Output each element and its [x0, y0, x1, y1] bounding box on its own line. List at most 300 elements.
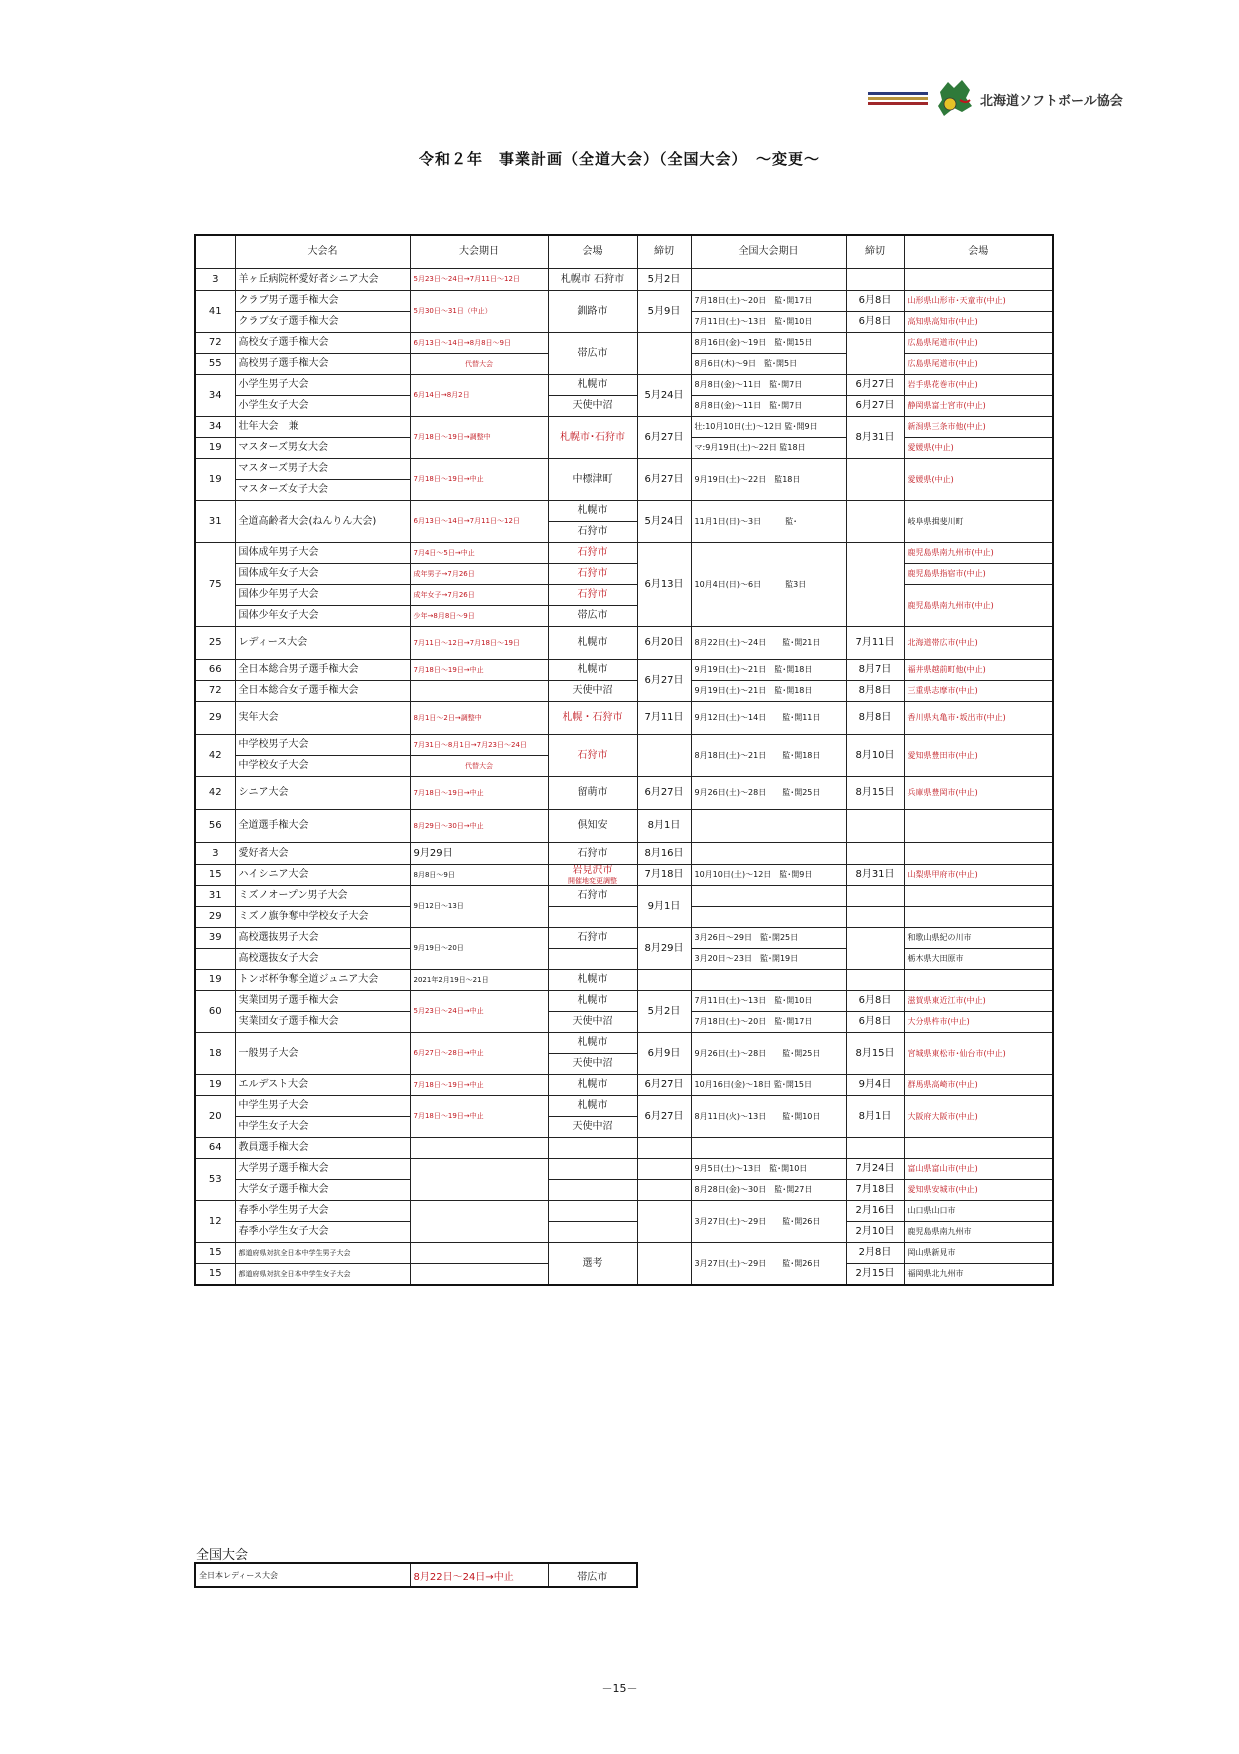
national-venue	[904, 438, 1053, 459]
event-date	[410, 928, 548, 970]
row-number-text: 15	[208, 869, 222, 881]
event-venue	[548, 269, 637, 291]
entry-deadline-text: 9月1日	[647, 900, 681, 912]
col-deadline: 締切	[637, 235, 691, 269]
entry-deadline	[637, 459, 691, 501]
national-table	[194, 1562, 638, 1588]
entry-deadline	[637, 777, 691, 810]
event-date-text: 7月18日～19日→中止	[413, 788, 484, 797]
national-deadline	[846, 777, 904, 810]
row-number	[195, 417, 235, 438]
row-number	[195, 949, 235, 970]
event-date	[410, 886, 548, 928]
event-venue	[548, 865, 637, 886]
event-date	[410, 1264, 548, 1285]
national-date-text: 7月11日(土)～13日 監･開10日	[694, 996, 813, 1006]
row-number-text: 31	[208, 890, 222, 902]
national-deadline	[846, 907, 904, 928]
event-name-text: 春季小学生男子大会	[238, 1205, 329, 1217]
entry-deadline	[637, 702, 691, 735]
table-row	[195, 991, 1053, 1012]
event-venue	[548, 660, 637, 681]
row-number-text: 29	[208, 911, 222, 923]
national-deadline	[846, 991, 904, 1012]
event-date	[410, 1243, 548, 1264]
event-name	[235, 928, 410, 949]
event-name	[235, 735, 410, 756]
row-number	[195, 1033, 235, 1075]
row-number	[195, 375, 235, 417]
event-venue	[548, 291, 637, 333]
event-venue-text: 倶知安	[577, 820, 608, 832]
national-venue-text: 愛知県安城市(中止)	[907, 1185, 978, 1195]
national-venue-text: 鹿児島県南九州市(中止)	[907, 548, 994, 558]
row-number	[195, 543, 235, 627]
national-date	[691, 1180, 846, 1201]
national-date-text: 8月28日(金)～30日 監･開27日	[694, 1185, 813, 1195]
entry-deadline-text: 6月27日	[644, 473, 684, 485]
event-date-text: 5月23日～24日→中止	[413, 1007, 484, 1016]
event-venue-text: 札幌市	[577, 664, 608, 676]
event-date-text: 7月31日～8月1日→7月23日～24日	[413, 740, 527, 749]
national-deadline-text: 6月27日	[855, 400, 895, 412]
table-row	[195, 843, 1053, 865]
entry-deadline-text: 6月27日	[644, 1079, 684, 1091]
table-row	[195, 627, 1053, 660]
table-row	[195, 886, 1053, 907]
national-date-text: 8月8日(金)～11日 監･開7日	[694, 380, 803, 390]
national-date-text: 11月1日(日)～3日 監･	[694, 516, 798, 526]
national-date-text: 7月18日(土)～20日 監･開17日	[694, 1017, 813, 1027]
event-venue-text: 石狩市	[577, 749, 608, 761]
event-name-text: クラブ男子選手権大会	[238, 295, 339, 307]
event-venue	[548, 810, 637, 843]
row-number-text: 31	[208, 515, 222, 527]
event-venue-text: 石狩市	[577, 526, 608, 538]
event-venue	[548, 991, 637, 1012]
table-row	[195, 396, 1053, 417]
national-date	[691, 1075, 846, 1096]
event-name	[235, 291, 410, 312]
event-name	[235, 1180, 410, 1201]
national-deadline	[846, 1096, 904, 1138]
org-name: 北海道ソフトボール協会	[980, 94, 1123, 109]
event-date-text: 9月19日～20日	[413, 944, 464, 953]
national-date-text: 8月18日(土)～21日 監･開18日	[694, 750, 821, 760]
national-venue-text: 香川県丸亀市･坂出市(中止)	[907, 713, 1006, 723]
national-venue	[904, 886, 1053, 907]
event-venue-text: 石狩市	[577, 890, 608, 902]
entry-deadline	[637, 333, 691, 375]
national-venue	[904, 1033, 1053, 1075]
event-name-text: ハイシニア大会	[238, 869, 309, 881]
event-name-text: 都道府県対抗全日本中学生女子大会	[238, 1269, 351, 1278]
event-name	[235, 991, 410, 1012]
national-date	[691, 991, 846, 1012]
national-venue	[904, 543, 1053, 564]
event-name	[235, 756, 410, 777]
event-date-text: 7月18日～19日→中止	[413, 1080, 484, 1089]
national-deadline	[846, 312, 904, 333]
national-date	[691, 417, 846, 438]
national-venue	[904, 501, 1053, 543]
event-name	[235, 1264, 410, 1285]
row-number	[195, 681, 235, 702]
event-venue	[548, 564, 637, 585]
national-venue-text: 静岡県富士宮市(中止)	[907, 401, 986, 411]
national-deadline	[846, 501, 904, 543]
national-date	[691, 660, 846, 681]
event-date-text: 7月18日～19日→中止	[413, 475, 484, 484]
national-deadline-text: 8月31日	[855, 431, 895, 443]
row-number	[195, 928, 235, 949]
event-date	[410, 1138, 548, 1159]
event-name	[235, 865, 410, 886]
event-name	[235, 777, 410, 810]
row-number	[195, 333, 235, 354]
national-venue-text: 愛媛県(中止)	[907, 474, 954, 484]
event-name-text: 大学女子選手権大会	[238, 1184, 329, 1196]
logo-stripes	[868, 92, 928, 107]
event-venue-text: 石狩市	[577, 568, 608, 580]
national-deadline-text: 6月8日	[858, 295, 892, 307]
national-deadline	[846, 1012, 904, 1033]
national-date-text: 壮:10月10日(土)～12日 監･開9日	[694, 422, 818, 432]
entry-deadline	[637, 269, 691, 291]
national-date	[691, 928, 846, 949]
national-date	[691, 459, 846, 501]
national-deadline-text: 8月8日	[858, 712, 892, 724]
event-venue-text: 札幌市	[577, 1100, 608, 1112]
table-row	[195, 1222, 1053, 1243]
event-date-text: 8月1日～2日→調整中	[413, 713, 482, 722]
row-number-text: 39	[208, 932, 222, 944]
national-deadline-text: 6月8日	[858, 316, 892, 328]
event-venue-text: 札幌市	[577, 974, 608, 986]
entry-deadline-text: 5月24日	[644, 389, 684, 401]
event-venue	[548, 606, 637, 627]
entry-deadline-text: 6月27日	[644, 674, 684, 686]
event-name-text: マスターズ女子大会	[238, 484, 328, 496]
event-venue	[548, 1243, 637, 1285]
national-venue	[904, 843, 1053, 865]
event-venue-text: 釧路市	[577, 305, 608, 317]
entry-deadline-text: 6月27日	[644, 787, 684, 799]
national-date	[691, 907, 846, 928]
event-date-text: 9日12日～13日	[413, 902, 464, 911]
event-date-text: 6月13日～14日→8月8日～9日	[413, 338, 511, 347]
national-venue-text: 山形県山形市･天童市(中止)	[907, 296, 1006, 306]
event-venue-text: 札幌市 石狩市	[560, 273, 625, 285]
national-date	[691, 312, 846, 333]
event-date	[410, 543, 548, 564]
event-date-text: 5月23日～24日→7月11日～12日	[413, 275, 520, 284]
event-date-text: 9月29日	[413, 847, 453, 859]
event-name	[235, 1012, 410, 1033]
national-venue	[904, 291, 1053, 312]
national-venue-text: 福岡県北九州市	[907, 1269, 964, 1279]
event-date	[410, 269, 548, 291]
national-venue-text: 鹿児島県南九州市(中止)	[907, 600, 994, 610]
national-date	[691, 291, 846, 312]
event-venue-text: 札幌・石狩市	[562, 712, 623, 724]
event-name-text: 一般男子大会	[238, 1047, 299, 1059]
event-date-text: 6月13日～14日→7月11日～12日	[413, 517, 520, 526]
row-number-text: 42	[208, 749, 222, 761]
event-date-text: 7月11日～12日→7月18日～19日	[413, 638, 520, 647]
event-date	[410, 585, 548, 606]
event-name-text: 壮年大会 兼	[238, 421, 299, 433]
event-name-text: シニア大会	[238, 787, 289, 799]
table-row	[195, 907, 1053, 928]
national-venue-text: 山梨県甲府市(中止)	[907, 870, 978, 880]
national-date	[691, 1012, 846, 1033]
national-deadline	[846, 543, 904, 627]
national-venue-text: 広島県尾道市(中止)	[907, 338, 978, 348]
entry-deadline	[637, 417, 691, 459]
event-name	[235, 1159, 410, 1180]
event-name-text: 高校選抜女子大会	[238, 953, 319, 965]
national-date-text: 9月26日(土)～28日 監･開25日	[694, 788, 821, 798]
national-venue-text: 北海道帯広市(中止)	[907, 638, 978, 648]
national-venue-text: 栃木県大田原市	[907, 954, 964, 964]
event-name-text: 全道高齢者大会(ねんりん大会)	[238, 515, 377, 527]
event-name-text: 実業団女子選手権大会	[238, 1016, 339, 1028]
entry-deadline-text: 6月27日	[644, 1110, 684, 1122]
event-name	[235, 1201, 410, 1222]
event-name-text: ミズノ旗争奪中学校女子大会	[238, 911, 369, 923]
event-venue-text: 札幌市	[577, 637, 608, 649]
event-date	[410, 375, 548, 417]
event-venue	[548, 333, 637, 375]
event-name	[235, 375, 410, 396]
event-date-text: 2021年2月19日～21日	[413, 975, 489, 984]
national-venue	[904, 949, 1053, 970]
row-number-text: 19	[208, 442, 222, 454]
event-name	[235, 459, 410, 480]
event-date	[410, 756, 548, 777]
table-row	[195, 1033, 1053, 1054]
national-date	[691, 438, 846, 459]
row-number-text: 18	[208, 1047, 222, 1059]
event-venue	[548, 1117, 637, 1138]
event-date-text: 7月18日～19日→中止	[413, 665, 484, 674]
national-venue	[904, 681, 1053, 702]
event-name	[235, 501, 410, 543]
row-number	[195, 970, 235, 991]
event-date	[410, 417, 548, 459]
row-number	[195, 735, 235, 777]
national-venue	[904, 1138, 1053, 1159]
national-venue	[904, 396, 1053, 417]
row-number	[195, 991, 235, 1033]
row-number-text: 15	[208, 1268, 222, 1279]
national-venue-text: 大阪府大阪市(中止)	[907, 1111, 978, 1121]
event-venue	[548, 735, 637, 777]
row-number	[195, 810, 235, 843]
event-venue-text: 天使中沼	[572, 1058, 613, 1070]
entry-deadline	[637, 501, 691, 543]
national-date	[691, 627, 846, 660]
national-deadline-text: 8月1日	[858, 1110, 892, 1122]
event-date	[410, 735, 548, 756]
national-deadline	[846, 1201, 904, 1222]
table-row	[195, 585, 1053, 606]
venue-note: 開催地変更調整	[568, 876, 617, 885]
event-name-text: 全日本総合女子選手権大会	[238, 685, 359, 697]
national-venue	[904, 269, 1053, 291]
national-deadline-text: 2月15日	[855, 1268, 895, 1279]
row-number-text: 34	[208, 421, 222, 433]
table-row	[195, 459, 1053, 480]
national-date-text: 9月12日(土)～14日 監･開11日	[694, 713, 821, 723]
event-venue-text: 石狩市	[577, 589, 608, 601]
national-section-label: 全国大会	[196, 1548, 249, 1563]
national-venue	[904, 991, 1053, 1012]
national-venue	[904, 1159, 1053, 1180]
event-name	[235, 269, 410, 291]
row-number-text: 53	[208, 1173, 222, 1185]
event-name	[235, 543, 410, 564]
national-event-date: 8月22日～24日→中止	[410, 1563, 548, 1587]
national-date	[691, 1096, 846, 1138]
event-venue-text: 帯広市	[577, 347, 608, 359]
event-name	[235, 564, 410, 585]
national-deadline	[846, 375, 904, 396]
col-venue: 会場	[548, 235, 637, 269]
event-venue	[548, 1138, 637, 1159]
event-name	[235, 1075, 410, 1096]
national-venue-text: 宮城県東松市･仙台市(中止)	[907, 1048, 1006, 1058]
national-venue-text: 富山県富山市(中止)	[907, 1164, 978, 1174]
national-venue	[904, 702, 1053, 735]
entry-deadline	[637, 1159, 691, 1180]
row-number-text: 55	[208, 358, 222, 370]
event-venue-text: 天使中沼	[572, 400, 613, 412]
national-date-text: 3月27日(土)～29日 監･開26日	[694, 1216, 821, 1226]
event-date-text: 代替大会	[465, 359, 493, 368]
event-name	[235, 810, 410, 843]
event-venue	[548, 777, 637, 810]
national-deadline-text: 8月10日	[855, 749, 895, 761]
event-name-text: 中学校女子大会	[238, 760, 309, 772]
table-row	[195, 564, 1053, 585]
event-venue	[548, 1096, 637, 1117]
event-name-text: マスターズ男子大会	[238, 463, 328, 475]
event-venue	[548, 970, 637, 991]
national-venue	[904, 564, 1053, 585]
national-venue	[904, 810, 1053, 843]
event-name	[235, 1033, 410, 1075]
table-row	[195, 1012, 1053, 1033]
page-number: －15－	[601, 1682, 638, 1695]
national-venue-text: 和歌山県紀の川市	[907, 933, 972, 943]
row-number	[195, 1096, 235, 1138]
row-number	[195, 269, 235, 291]
national-venue	[904, 354, 1053, 375]
entry-deadline	[637, 375, 691, 417]
table-row	[195, 543, 1053, 564]
row-number	[195, 459, 235, 501]
national-deadline	[846, 1075, 904, 1096]
event-venue	[548, 1012, 637, 1033]
event-venue	[548, 949, 637, 970]
event-date	[410, 660, 548, 681]
event-date	[410, 681, 548, 702]
table-row	[195, 1096, 1053, 1117]
national-venue-text: 山口県山口市	[907, 1206, 956, 1216]
event-venue	[548, 543, 637, 564]
national-venue	[904, 1201, 1053, 1222]
national-deadline	[846, 1138, 904, 1159]
entry-deadline	[637, 1201, 691, 1243]
row-number-text: 3	[212, 847, 219, 859]
event-name-text: 小学生男子大会	[238, 379, 309, 391]
entry-deadline	[637, 291, 691, 333]
event-venue	[548, 396, 637, 417]
entry-deadline	[637, 1033, 691, 1075]
col-national-venue: 会場	[904, 235, 1053, 269]
national-date	[691, 1033, 846, 1075]
national-date-text: 10月4日(日)～6日 監3日	[694, 579, 807, 589]
event-name	[235, 949, 410, 970]
event-venue-text: 札幌市	[577, 505, 608, 517]
event-name-text: 中学生男子大会	[238, 1100, 309, 1112]
event-name-text: ミズノオープン男子大会	[238, 890, 348, 902]
row-number	[195, 843, 235, 865]
national-date	[691, 354, 846, 375]
event-name	[235, 1117, 410, 1138]
national-deadline-text: 6月27日	[855, 379, 895, 391]
national-date	[691, 1243, 846, 1285]
row-number	[195, 501, 235, 543]
page-title: 令和２年 事業計画（全道大会）（全国大会） ～変更～	[418, 150, 820, 168]
row-number	[195, 438, 235, 459]
event-date	[410, 1033, 548, 1075]
national-venue	[904, 970, 1053, 991]
national-venue	[904, 1075, 1053, 1096]
table-row	[195, 865, 1053, 886]
event-date-text: 5月30日～31日（中止）	[413, 307, 492, 316]
table-row	[195, 810, 1053, 843]
event-venue	[548, 1033, 637, 1054]
event-venue	[548, 907, 637, 928]
entry-deadline-text: 8月29日	[644, 942, 684, 954]
event-date	[410, 865, 548, 886]
national-date-text: 8月6日(木)～9日 監･開5日	[694, 359, 798, 369]
national-deadline-text: 7月24日	[855, 1163, 895, 1175]
national-deadline	[846, 417, 904, 459]
national-venue	[904, 735, 1053, 777]
event-name	[235, 354, 410, 375]
national-deadline	[846, 396, 904, 417]
national-date-text: 3月27日(土)～29日 監･開26日	[694, 1258, 821, 1268]
national-venue	[904, 312, 1053, 333]
table-row	[195, 777, 1053, 810]
entry-deadline	[637, 1096, 691, 1138]
event-date-text: 7月4日～5日→中止	[413, 548, 475, 557]
row-number-text: 72	[208, 685, 222, 697]
national-deadline	[846, 1180, 904, 1201]
event-venue-text: 天使中沼	[572, 1121, 613, 1133]
table-row	[195, 501, 1053, 522]
row-number-text: 72	[208, 337, 222, 349]
row-number-text: 19	[208, 1079, 222, 1091]
national-date-text: 9月19日(土)～21日 監･開18日	[694, 665, 813, 675]
national-venue	[904, 865, 1053, 886]
event-name	[235, 585, 410, 606]
national-venue-text: 群馬県高崎市(中止)	[907, 1080, 978, 1090]
